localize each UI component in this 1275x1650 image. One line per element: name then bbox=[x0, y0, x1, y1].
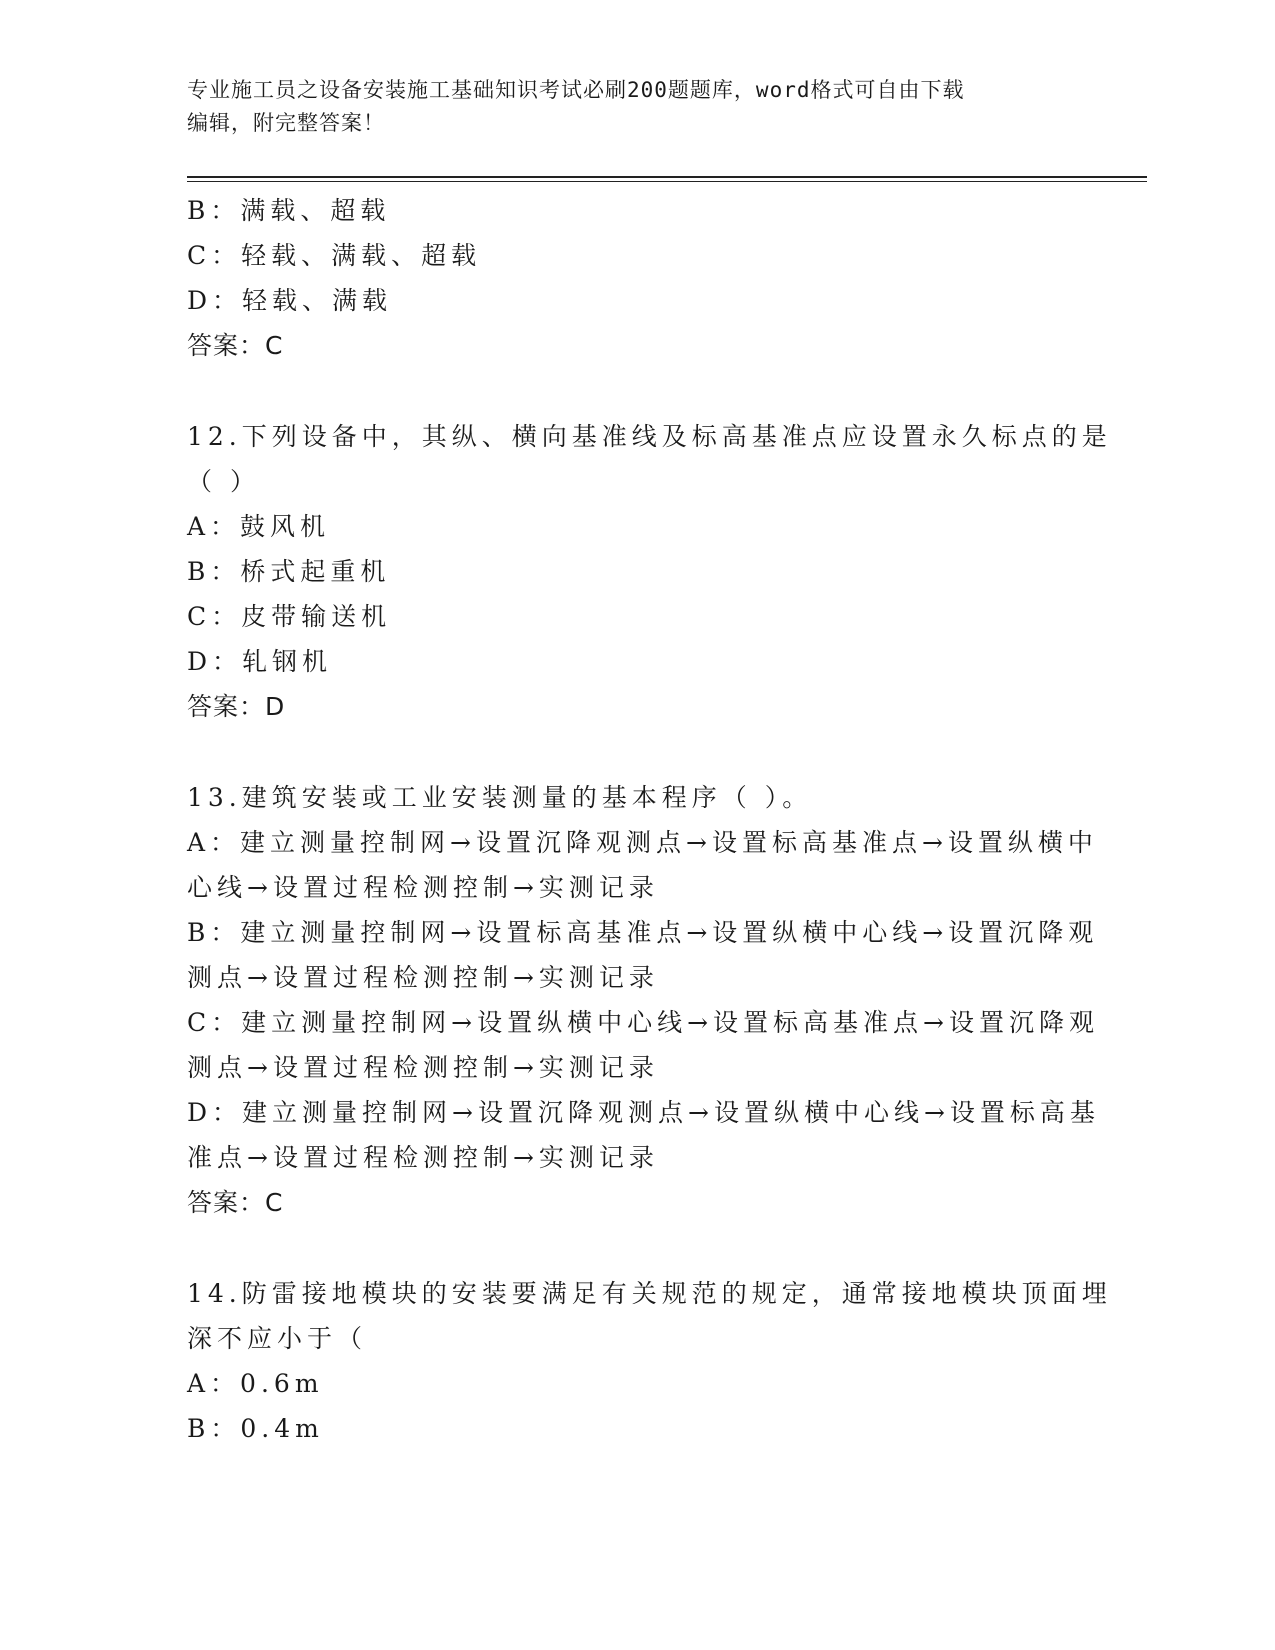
answer: 答案：C bbox=[187, 1188, 284, 1217]
option-d: D：轻载、满载 bbox=[187, 286, 393, 315]
question-11 bbox=[187, 188, 1087, 368]
option-a: A：0.6m bbox=[187, 1369, 324, 1398]
question-12 bbox=[187, 414, 1112, 729]
option-a-cont: 心线→设置过程检测控制→实测记录 bbox=[187, 873, 659, 902]
header-line-1: 专业施工员之设备安装施工基础知识考试必刷200题题库，word格式可自由下载 bbox=[187, 78, 965, 102]
option-d: D：建立测量控制网→设置沉降观测点→设置纵横中心线→设置标高基 bbox=[187, 1098, 1100, 1127]
option-b: B：满载、超载 bbox=[187, 196, 391, 225]
question-stem: （ ） bbox=[187, 467, 260, 496]
question-13 bbox=[187, 775, 1100, 1225]
document-header bbox=[187, 74, 1067, 140]
option-d: D：轧钢机 bbox=[187, 647, 333, 676]
option-b: B：桥式起重机 bbox=[187, 557, 391, 586]
option-d-cont: 准点→设置过程检测控制→实测记录 bbox=[187, 1143, 659, 1172]
option-b: B：建立测量控制网→设置标高基准点→设置纵横中心线→设置沉降观 bbox=[187, 918, 1099, 947]
option-c: C：建立测量控制网→设置纵横中心线→设置标高基准点→设置沉降观 bbox=[187, 1008, 1099, 1037]
question-stem: 深不应小于（ bbox=[187, 1324, 368, 1353]
option-a: A：鼓风机 bbox=[187, 512, 331, 541]
question-stem: 14.防雷接地模块的安装要满足有关规范的规定，通常接地模块顶面埋 bbox=[187, 1279, 1112, 1308]
document-body bbox=[187, 188, 1112, 1451]
option-c: C：轻载、满载、超载 bbox=[187, 241, 482, 270]
question-stem: 12.下列设备中，其纵、横向基准线及标高基准点应设置永久标点的是 bbox=[187, 422, 1112, 451]
option-b: B：0.4m bbox=[187, 1414, 324, 1443]
header-line-2: 编辑，附完整答案！ bbox=[187, 111, 385, 135]
option-c: C：皮带输送机 bbox=[187, 602, 392, 631]
header-rule-thin bbox=[187, 181, 1147, 182]
answer: 答案：D bbox=[187, 692, 286, 721]
header-rule-thick bbox=[187, 176, 1147, 178]
option-b-cont: 测点→设置过程检测控制→实测记录 bbox=[187, 963, 659, 992]
document-page bbox=[187, 0, 1147, 1650]
question-14 bbox=[187, 1271, 1112, 1451]
question-stem: 13.建筑安装或工业安装测量的基本程序（ ）。 bbox=[187, 783, 813, 812]
option-a: A：建立测量控制网→设置沉降观测点→设置标高基准点→设置纵横中 bbox=[187, 828, 1098, 857]
answer: 答案：C bbox=[187, 331, 284, 360]
option-c-cont: 测点→设置过程检测控制→实测记录 bbox=[187, 1053, 659, 1082]
